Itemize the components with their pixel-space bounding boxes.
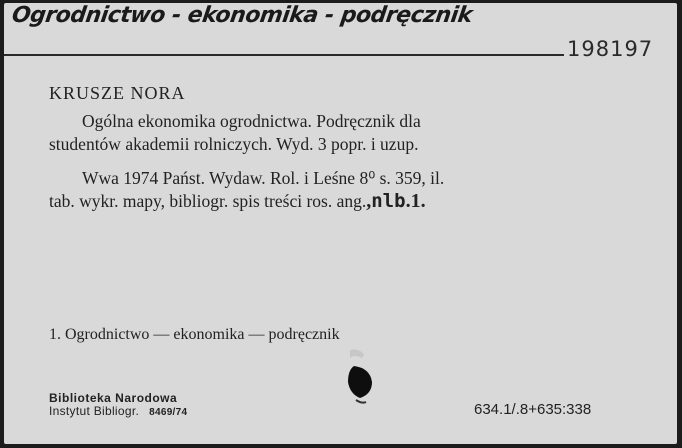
ink-stamp-mark <box>340 348 380 408</box>
subject-tracings: 1. Ogrodnictwo — ekonomika — podręcznik <box>49 326 340 343</box>
author: KRUSZE NORA <box>49 83 186 103</box>
library-code: 8469/74 <box>149 407 188 418</box>
title-line-1: Ogólna ekonomika ogrodnictwa. Podręcznik dla <box>82 111 421 131</box>
subject-heading: Ogrodnictwo - ekonomika - podręcznik <box>10 3 474 28</box>
title-line-2: studentów akademii rolniczych. Wyd. 3 popr. i uzup. <box>49 134 419 154</box>
imprint-line-2-text: tab. wykr. mapy, bibliogr. spis treści ros. ang. <box>49 191 367 211</box>
institute-name: Instytut Bibliogr. <box>49 404 140 418</box>
library-institute <box>49 404 187 418</box>
imprint-line-1: Wwa 1974 Państ. Wydaw. Rol. i Leśne 8⁰ s. 359, il. <box>82 168 445 188</box>
nlb-separator: , <box>366 190 372 212</box>
classification-number: 634.1/.8+635:338 <box>474 401 592 418</box>
catalog-card <box>4 3 677 444</box>
library-name: Biblioteka Narodowa <box>49 391 178 405</box>
card-number: 198197 <box>567 37 654 61</box>
heading-rule <box>4 54 564 56</box>
imprint-line-2 <box>49 190 426 213</box>
nlb-dot: .1. <box>405 190 426 212</box>
nlb-mark: nlb <box>371 190 406 212</box>
